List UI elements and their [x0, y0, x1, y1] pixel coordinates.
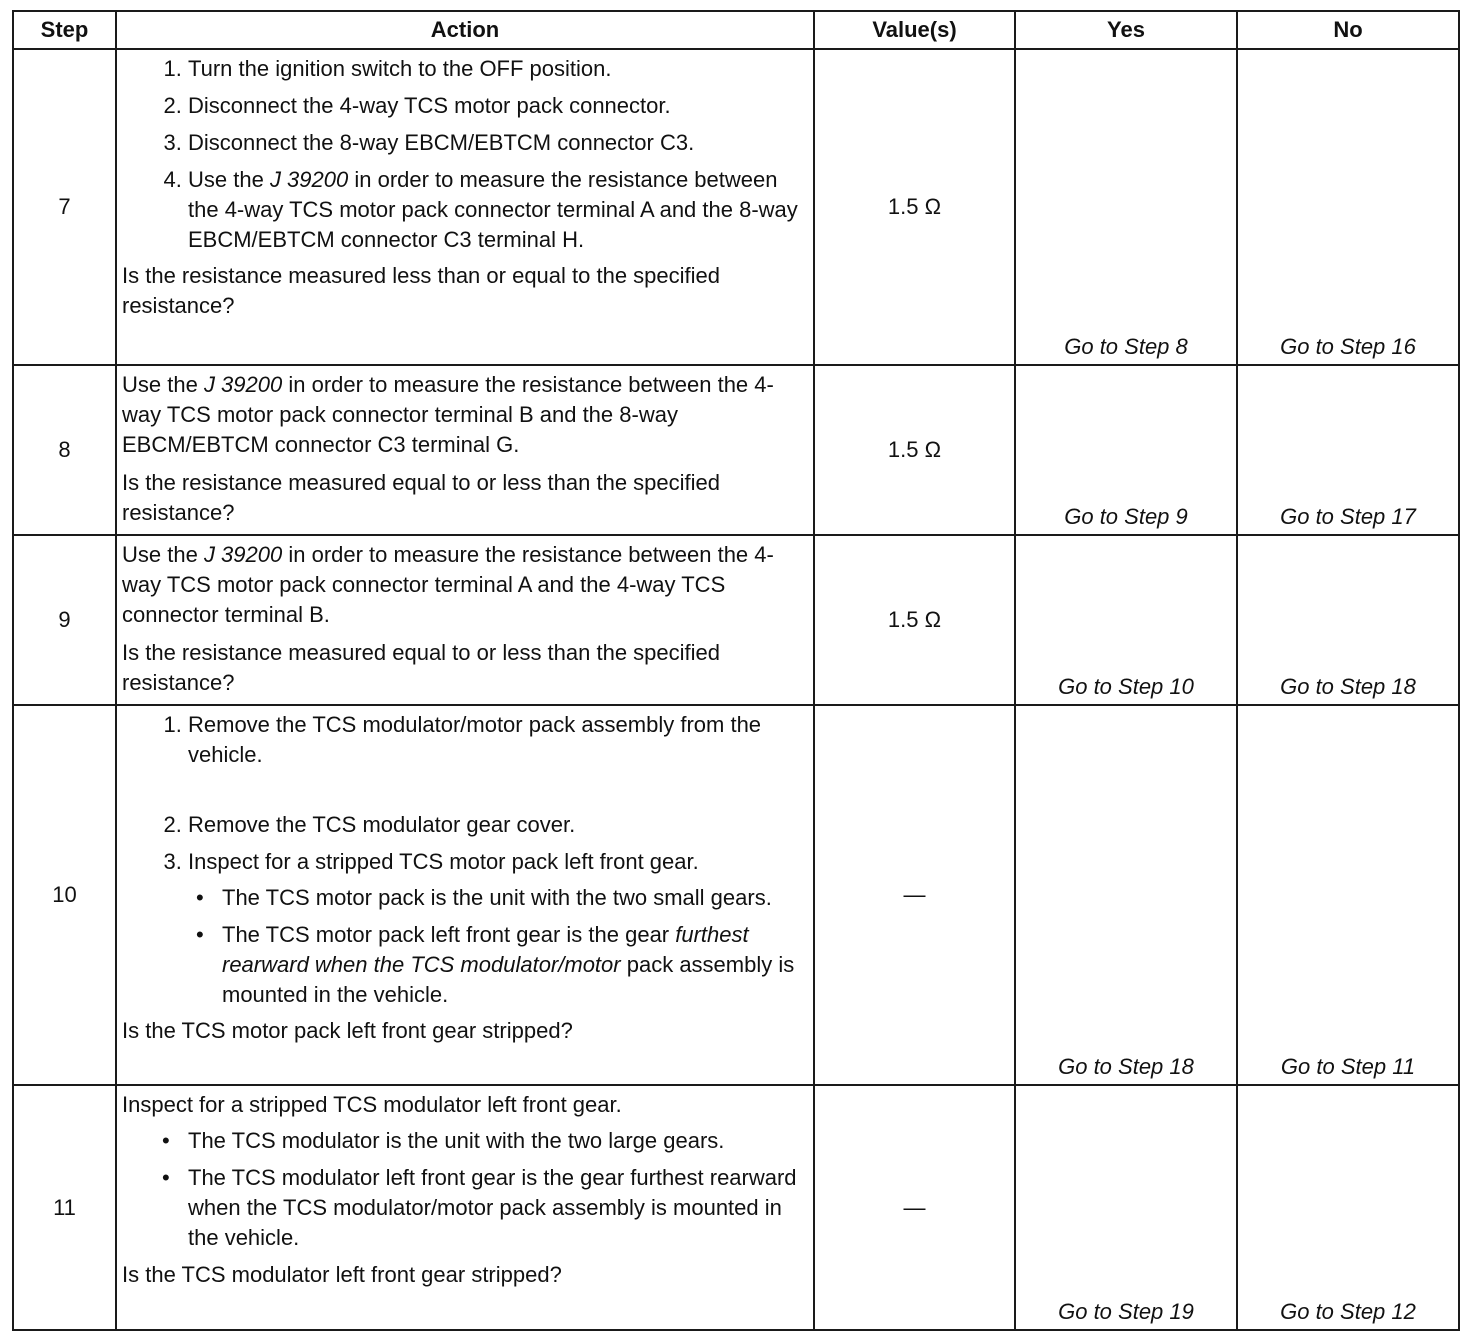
bullet-text-italic: furthest rearward when the TCS modulator/motor [222, 922, 749, 977]
step-number: 11 [13, 1085, 116, 1330]
no-cell: Go to Step 12 [1237, 1085, 1459, 1330]
diagnostic-table [12, 10, 1460, 1331]
value-cell: 1.5 Ω [814, 365, 1015, 535]
bullet-item [222, 920, 805, 1010]
bullet-text: pack assembly is mounted in the vehicle. [222, 952, 795, 1007]
yes-cell: Go to Step 18 [1015, 705, 1237, 1085]
yes-cell: Go to Step 8 [1015, 49, 1237, 365]
bullet-item: • The TCS modulator left front gear is the gear furthest rearward when the TCS modulator/motor pack assembly is mounted in the vehicle. [188, 1163, 805, 1253]
bullet-item: • The TCS motor pack is the unit with the two small gears. [222, 883, 805, 913]
action-paragraph [122, 540, 805, 630]
no-cell: Go to Step 11 [1237, 705, 1459, 1085]
action-paragraph [122, 370, 805, 460]
action-cell [116, 365, 814, 535]
value-cell: 1.5 Ω [814, 535, 1015, 705]
action-text: Inspect for a stripped TCS motor pack left front gear. [188, 849, 699, 874]
question-text: Is the TCS motor pack left front gear stripped? [122, 1018, 573, 1043]
action-text: in order to measure the resistance between the 4-way TCS motor pack connector terminal A and the 8-way EBCM/EBTCM connector C3 terminal H. [188, 167, 798, 252]
header-step: Step [13, 11, 116, 49]
action-paragraph: Inspect for a stripped TCS modulator left front gear. [122, 1092, 622, 1117]
action-step [188, 847, 805, 1010]
action-step: 1. Remove the TCS modulator/motor pack assembly from the vehicle. [188, 710, 805, 770]
header-values: Value(s) [814, 11, 1015, 49]
bullet-item: • The TCS modulator is the unit with the two large gears. [188, 1126, 805, 1156]
action-cell [116, 705, 814, 1085]
bullet-text: The TCS motor pack left front gear is the gear [222, 922, 676, 947]
no-cell: Go to Step 18 [1237, 535, 1459, 705]
question-text: Is the resistance measured equal to or less than the specified resistance? [122, 470, 721, 525]
action-text: in order to measure the resistance between the 4-way TCS motor pack connector terminal B and the 8-way EBCM/EBTCM connector C3 terminal G. [122, 372, 774, 457]
value-cell: — [814, 705, 1015, 1085]
action-text: Use the [188, 167, 270, 192]
question-text: Is the resistance measured less than or equal to the specified resistance? [122, 263, 721, 318]
action-cell [116, 1085, 814, 1330]
yes-cell: Go to Step 10 [1015, 535, 1237, 705]
action-steps [122, 710, 805, 1010]
action-steps [122, 54, 805, 255]
value-cell: 1.5 Ω [814, 49, 1015, 365]
action-step: 2. Disconnect the 4-way TCS motor pack connector. [188, 91, 805, 121]
action-text: in order to measure the resistance between the 4-way TCS motor pack connector terminal A and the 4-way TCS connector terminal B. [122, 542, 774, 627]
step-number: 10 [13, 705, 116, 1085]
question-text: Is the TCS modulator left front gear stripped? [122, 1262, 562, 1287]
value-cell: — [814, 1085, 1015, 1330]
header-action: Action [116, 11, 814, 49]
tool-reference: J 39200 [203, 542, 283, 567]
table-row [13, 535, 1459, 705]
yes-cell: Go to Step 19 [1015, 1085, 1237, 1330]
step-number: 7 [13, 49, 116, 365]
action-cell [116, 535, 814, 705]
table-row [13, 705, 1459, 1085]
action-step: 3. Disconnect the 8-way EBCM/EBTCM connector C3. [188, 128, 805, 158]
action-text: Use the [122, 542, 204, 567]
question-text: Is the resistance measured equal to or less than the specified resistance? [122, 640, 721, 695]
action-bullets [122, 1126, 805, 1253]
action-text: Use the [122, 372, 204, 397]
tool-reference: J 39200 [203, 372, 283, 397]
header-row [13, 11, 1459, 49]
no-cell: Go to Step 16 [1237, 49, 1459, 365]
header-yes: Yes [1015, 11, 1237, 49]
table-row [13, 1085, 1459, 1330]
action-bullets [188, 883, 805, 1010]
header-no: No [1237, 11, 1459, 49]
yes-cell: Go to Step 9 [1015, 365, 1237, 535]
no-cell: Go to Step 17 [1237, 365, 1459, 535]
table-row [13, 365, 1459, 535]
action-step: 2. Remove the TCS modulator gear cover. [188, 810, 805, 840]
step-number: 8 [13, 365, 116, 535]
action-step: 1. Turn the ignition switch to the OFF position. [188, 54, 805, 84]
step-number: 9 [13, 535, 116, 705]
action-cell [116, 49, 814, 365]
table-row [13, 49, 1459, 365]
tool-reference: J 39200 [269, 167, 349, 192]
action-step [188, 165, 805, 255]
